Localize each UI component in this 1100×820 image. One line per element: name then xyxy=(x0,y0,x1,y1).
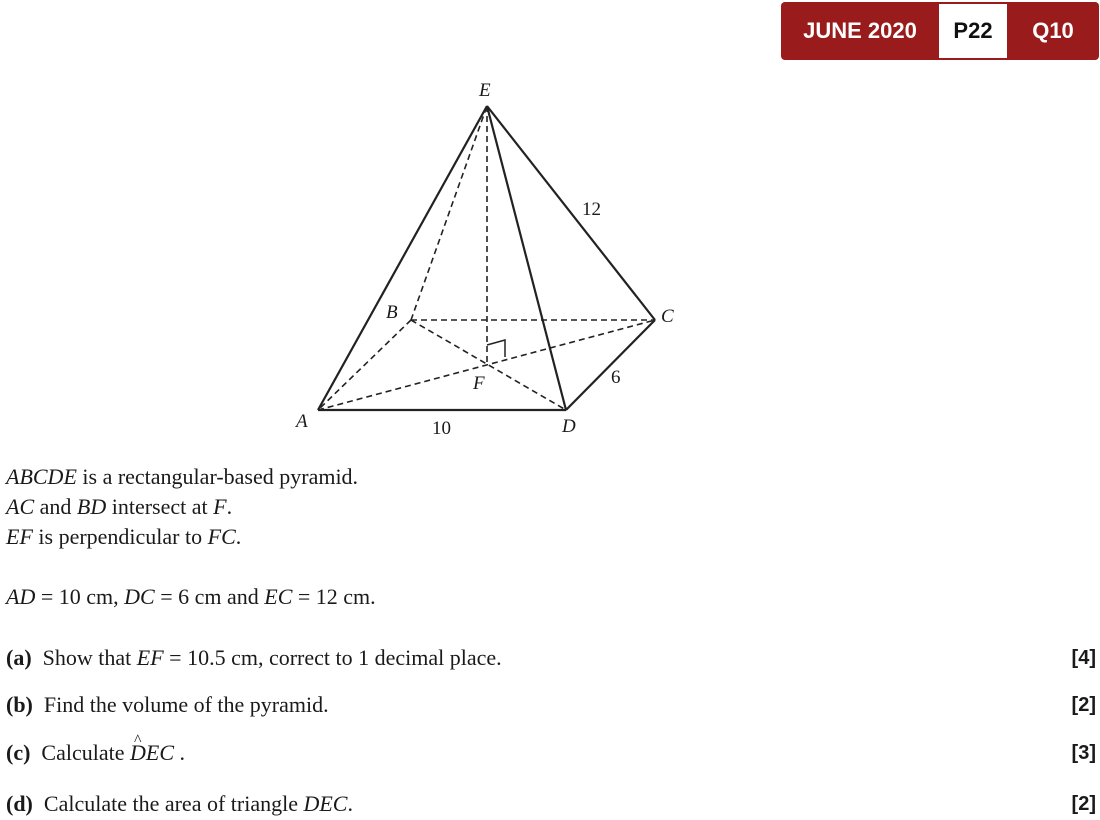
question-part-c: (c) Calculate ^ DEC . [3] xyxy=(6,738,1096,768)
marks-c: [3] xyxy=(1071,742,1096,764)
question-part-d: (d) Calculate the area of triangle DEC. [2] xyxy=(6,789,1096,819)
label-vertex-E: E xyxy=(479,80,491,101)
edge-DC xyxy=(566,320,655,410)
diagonal-BD xyxy=(411,320,566,410)
question-part-b: (b) Find the volume of the pyramid. [2] xyxy=(6,690,1096,720)
label-vertex-D: D xyxy=(562,416,576,437)
edge-BE xyxy=(411,106,487,320)
edge-AB xyxy=(318,320,411,410)
label-vertex-A: A xyxy=(296,411,308,432)
marks-b: [2] xyxy=(1071,694,1096,716)
edge-EA xyxy=(318,106,487,410)
stem-line: EF is perpendicular to FC. xyxy=(6,524,242,549)
stem-line: AC and BD intersect at F. xyxy=(6,494,233,519)
question-stem xyxy=(6,462,358,552)
label-edge-EC: 12 xyxy=(582,199,601,220)
diagonal-AC xyxy=(318,320,655,410)
badge-question: Q10 xyxy=(1032,18,1074,43)
label-vertex-F: F xyxy=(473,373,485,394)
marks-a: [4] xyxy=(1071,647,1096,669)
question-part-a: (a) Show that EF = 10.5 cm, correct to 1 decimal place. [4] xyxy=(6,643,1096,673)
right-angle-marker xyxy=(487,340,505,357)
badge-session: JUNE 2020 xyxy=(803,18,917,43)
stem-line: ABCDE is a rectangular-based pyramid. xyxy=(6,464,359,489)
marks-d: [2] xyxy=(1071,793,1096,815)
edge-EC xyxy=(487,106,655,320)
label-vertex-B: B xyxy=(386,302,398,323)
badge-paper: P22 xyxy=(939,4,1007,58)
edge-ED xyxy=(487,106,566,410)
label-vertex-C: C xyxy=(661,306,674,327)
given-measurements: AD = 10 cm, DC = 6 cm and EC = 12 cm. xyxy=(6,584,376,609)
label-edge-CD: 6 xyxy=(611,367,621,388)
label-edge-AD: 10 xyxy=(432,418,451,439)
